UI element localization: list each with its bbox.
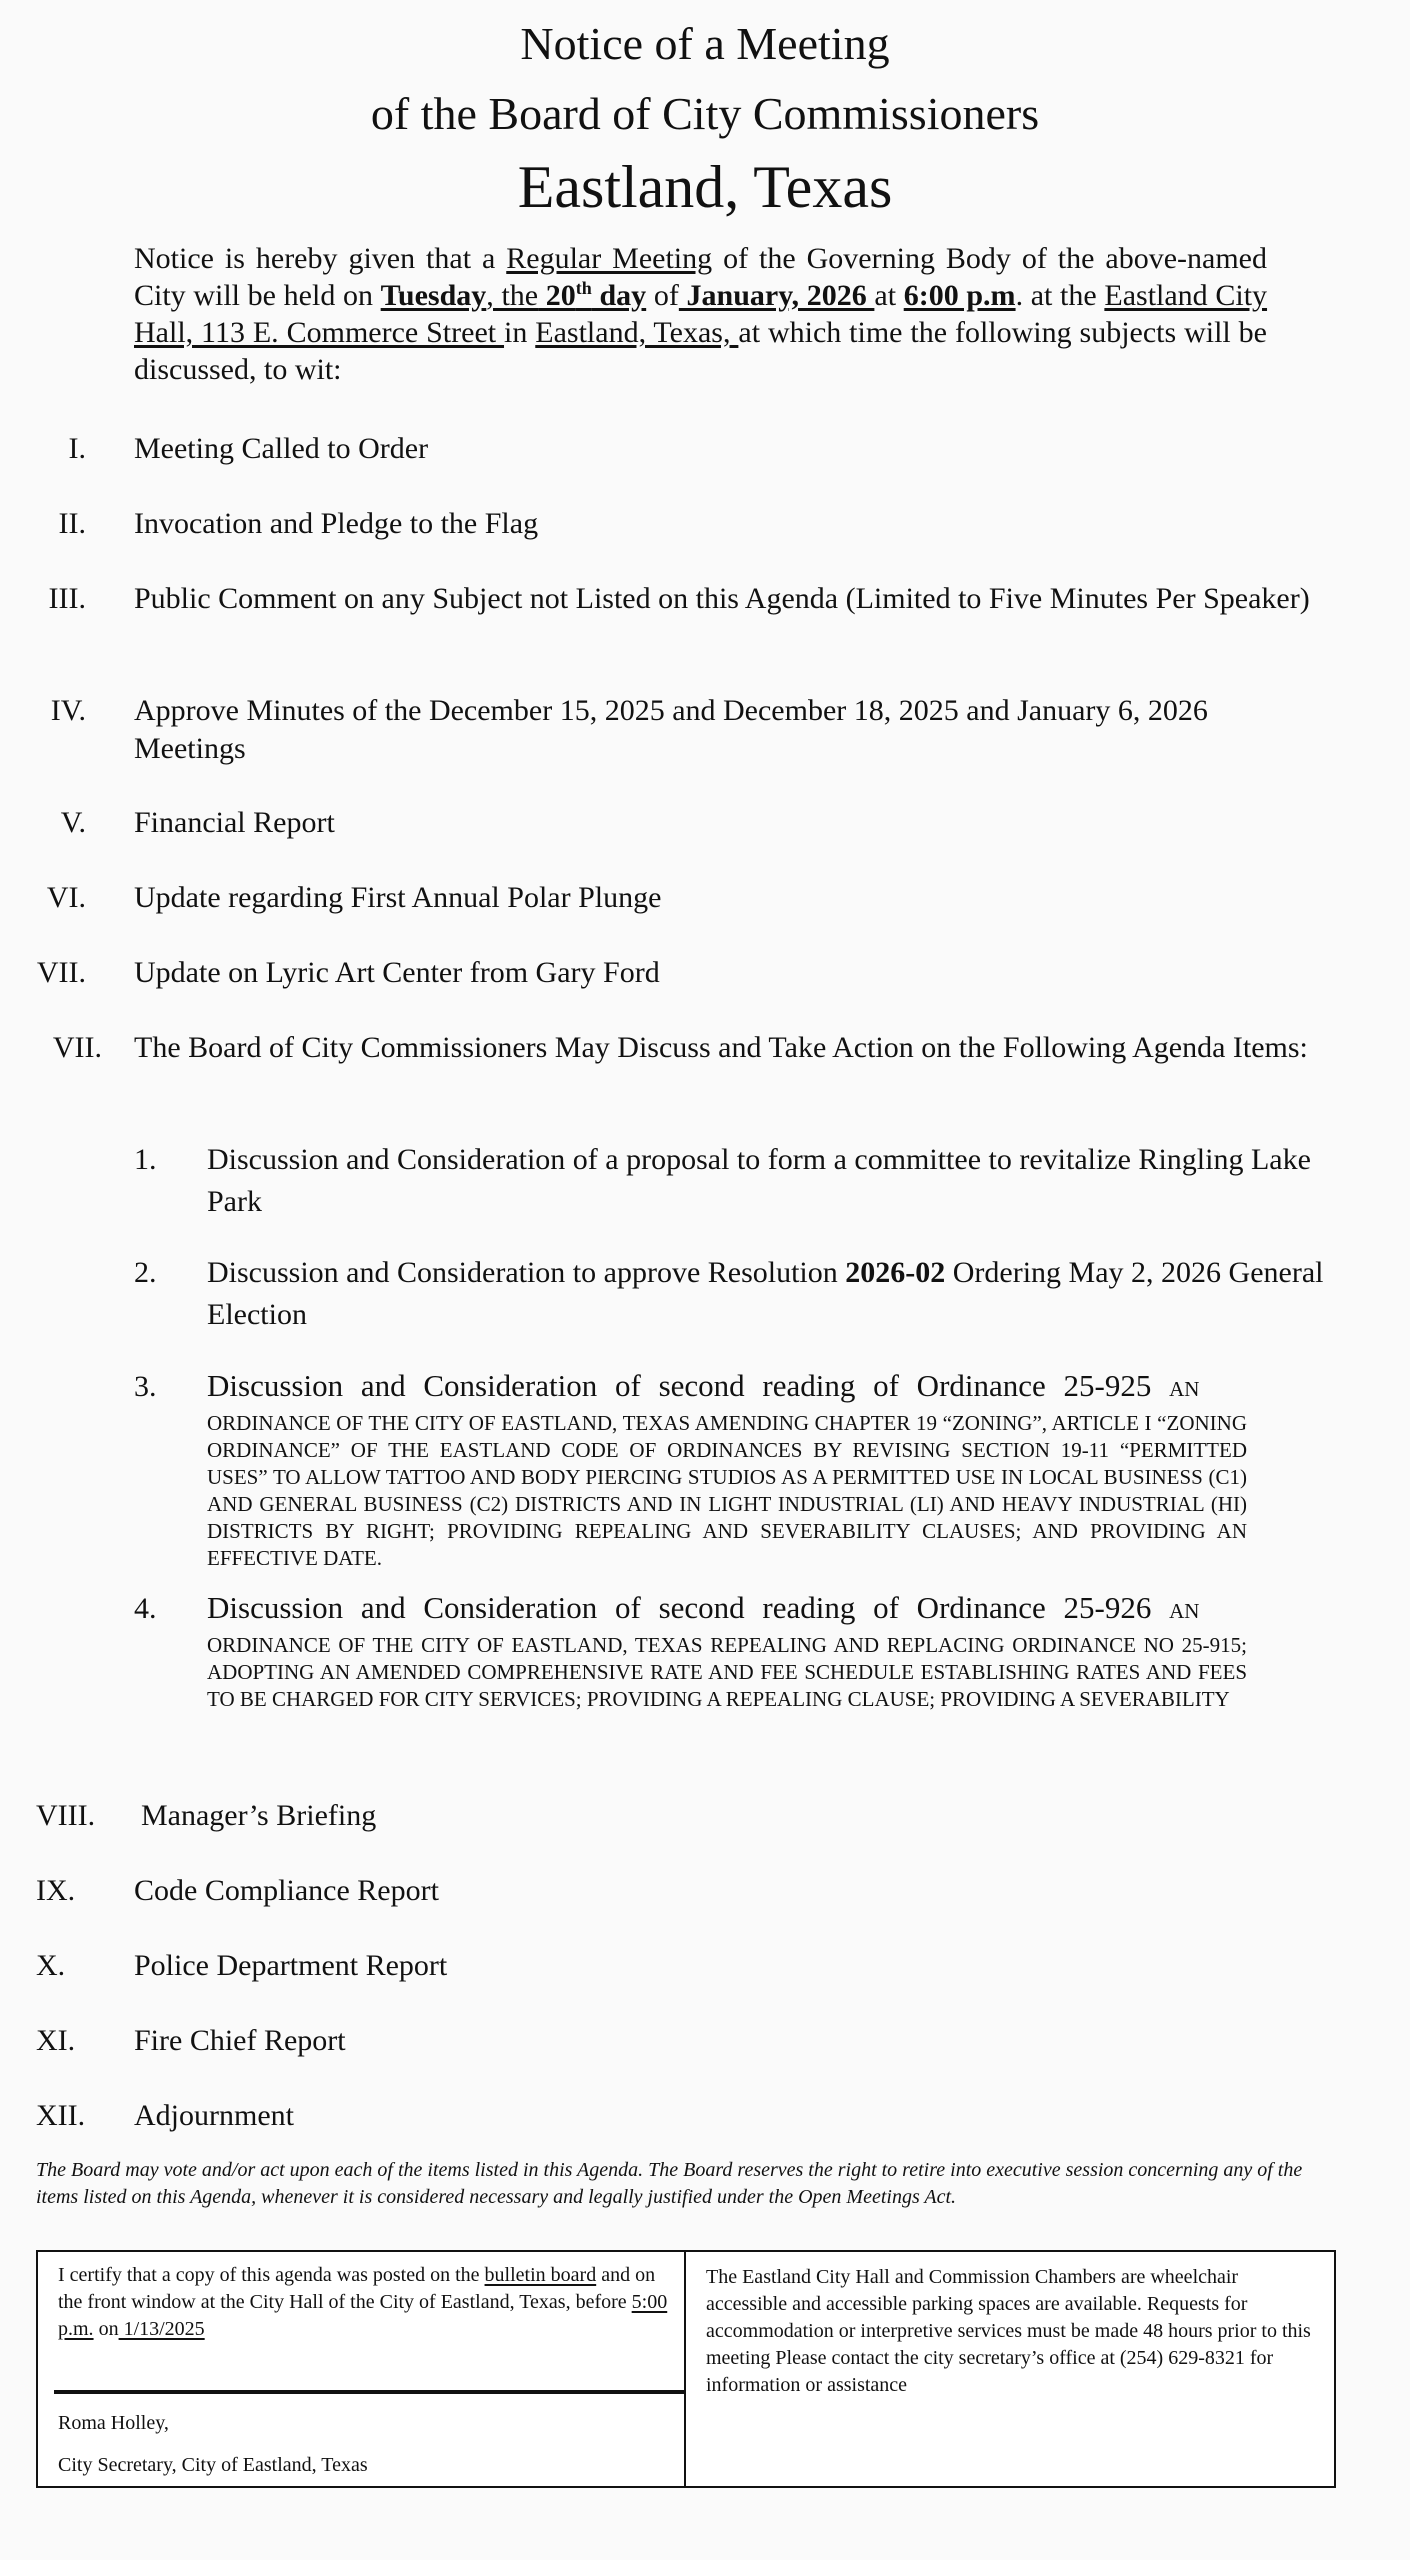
intro-text: of the Governing Body of the above-named City will be held on [134, 242, 1267, 312]
item-number: X. [36, 1949, 66, 1982]
meeting-weekday: Tuesday [380, 279, 487, 312]
day-word: day [591, 279, 647, 312]
intro-text: . at the [1015, 279, 1105, 312]
ordinance-caption: ORDINANCE OF THE CITY OF EASTLAND, TEXAS REPEALING AND REPLACING ORDINANCE NO 25-915; ADOPTING AN AMENDED COMPREHENSIVE RATE AND FEE SCHEDULE ESTABLISHING RATES AND FEES TO BE CHARGED FOR CITY SERVICES; PROVIDING A REPEALING CLAUSE; PROVIDING A SEVERABILITY [207, 1633, 1247, 1711]
ordinance-lead: Discussion and Consideration of second reading of Ordinance 25-925 [207, 1368, 1170, 1403]
accessibility-statement: The Eastland City Hall and Commission Chambers are wheelchair accessible and accessible parking spaces are available. Requests for accommodation or interpretive services must be made 48 hours prior to this meeting Please contact the city secretary’s office at (254) 629-8321 for information or assistance [706, 2266, 1311, 2396]
meeting-time: 6:00 p.m [903, 279, 1016, 312]
item-text: Invocation and Pledge to the Flag [134, 507, 539, 540]
action-item-number: 3. [134, 1370, 157, 1403]
cert-text: I certify that a copy of this agenda was posted on the [58, 2264, 485, 2286]
item-text: The Board of City Commissioners May Discuss and Take Action on the Following Agenda Items: [134, 1031, 1308, 1064]
item-number: II. [58, 507, 86, 540]
action-item-number: 4. [134, 1592, 157, 1625]
item-text: Update regarding First Annual Polar Plunge [134, 881, 662, 914]
legal-disclaimer: The Board may vote and/or act upon each of the items listed in this Agenda. The Board reserves the right to retire into executive session concerning any of the items listed on this Agenda, whenever it is considered necessary and legally justified under the Open Meetings Act. [36, 2159, 1303, 2208]
intro-text: at [874, 279, 904, 312]
item-text: Code Compliance Report [134, 1874, 439, 1907]
item-text: Adjournment [134, 2099, 294, 2132]
item-number: IV. [50, 694, 86, 727]
item-number: IX. [36, 1874, 76, 1907]
posted-place: bulletin board [484, 2264, 597, 2286]
document-header [0, 14, 1410, 224]
ordinance-lead: Discussion and Consideration of second reading of Ordinance 25-926 [207, 1590, 1170, 1625]
item-number: V. [60, 806, 86, 839]
meeting-location: Eastland City Hall, 113 E. Commerce Street [134, 279, 1268, 349]
posted-time: 5:00 p.m. [58, 2291, 668, 2340]
title-notice: Notice of a Meeting [520, 18, 890, 69]
action-item-text: Discussion and Consideration of a proposal to form a committee to revitalize Ringling Lake Park [207, 1143, 1311, 1218]
meeting-city: Eastland, Texas, [535, 316, 739, 349]
item-text: Meeting Called to Order [134, 432, 429, 465]
action-item-number: 1. [134, 1143, 157, 1176]
title-board: of the Board of City Commissioners [370, 88, 1040, 139]
action-item-text-part: Discussion and Consideration to approve Resolution [207, 1256, 846, 1289]
signer-name: Roma Holley, [58, 2412, 169, 2434]
posted-date: 1/13/2025 [118, 2318, 205, 2340]
item-number: VII. [52, 1031, 102, 1064]
item-number: III. [48, 582, 86, 615]
cert-text: on [93, 2318, 119, 2340]
meeting-type: Regular Meeting [506, 242, 713, 275]
certification-statement [58, 2262, 668, 2343]
item-text: Police Department Report [134, 1949, 448, 1982]
item-number: XII. [36, 2099, 86, 2132]
signer-title: City Secretary, City of Eastland, Texas [58, 2454, 368, 2476]
item-text: Public Comment on any Subject not Listed on this Agenda (Limited to Five Minutes Per Speaker) [134, 582, 1310, 615]
item-number: VIII. [36, 1799, 96, 1832]
ordinance-lead-caps: AN [1169, 1599, 1200, 1623]
certification-panel [38, 2252, 686, 2486]
signature-line [54, 2390, 686, 2394]
ordinance-lead-caps: AN [1169, 1377, 1200, 1401]
action-item-text [207, 1252, 1337, 1336]
action-item-text-part: Ordering May 2, 2026 General Election [207, 1256, 1324, 1331]
intro-text: at which time the following subjects will be discussed, to wit: [134, 316, 1267, 386]
ordinance-caption: ORDINANCE OF THE CITY OF EASTLAND, TEXAS AMENDING CHAPTER 19 “ZONING”, ARTICLE I “ZONING ORDINANCE” OF THE EASTLAND CODE OF ORDINANCES BY REVISING SECTION 19-11 “PERMITTED USES” TO ALLOW TATTOO AND BODY PIERCING STUDIOS AS A PERMITTED USE IN LOCAL BUSINESS (C1) AND GENERAL BUSINESS (C2) DISTRICTS AND IN LIGHT INDUSTRIAL (LI) AND HEAVY INDUSTRIAL (HI) DISTRICTS BY RIGHT; PROVIDING REPEALING AND SEVERABILITY CLAUSES; AND PROVIDING AN EFFECTIVE DATE. [207, 1411, 1247, 1570]
day-number: 20 [538, 279, 576, 312]
item-text: Manager’s Briefing [141, 1799, 377, 1832]
intro-text: , the [486, 279, 539, 312]
action-item-text [207, 1366, 1247, 1572]
item-number: VII. [36, 956, 86, 989]
item-text: Fire Chief Report [134, 2024, 346, 2057]
footer-box [36, 2250, 1336, 2488]
meeting-day [538, 279, 646, 312]
resolution-number: 2026-02 [845, 1256, 946, 1289]
intro-text: of [646, 279, 679, 312]
intro-paragraph [134, 240, 1267, 388]
item-text: Financial Report [134, 806, 335, 839]
title-city: Eastland, Texas [517, 154, 893, 220]
item-number: XI. [36, 2024, 76, 2057]
intro-text: in [504, 316, 536, 349]
item-number: I. [68, 432, 86, 465]
cert-text: and on the front window at the City Hall of the City of Eastland, Texas, before [58, 2264, 656, 2313]
item-text: Approve Minutes of the December 15, 2025 and December 18, 2025 and January 6, 2026 Meetings [134, 694, 1208, 765]
action-item-number: 2. [134, 1256, 157, 1289]
accessibility-panel [686, 2252, 1336, 2486]
day-suffix: th [575, 278, 592, 298]
meeting-month-year: January, 2026 [678, 279, 875, 312]
intro-text: Notice is hereby given that a [134, 242, 507, 275]
item-text: Update on Lyric Art Center from Gary Ford [134, 956, 660, 989]
item-number: VI. [46, 881, 86, 914]
action-item-text [207, 1588, 1247, 1713]
